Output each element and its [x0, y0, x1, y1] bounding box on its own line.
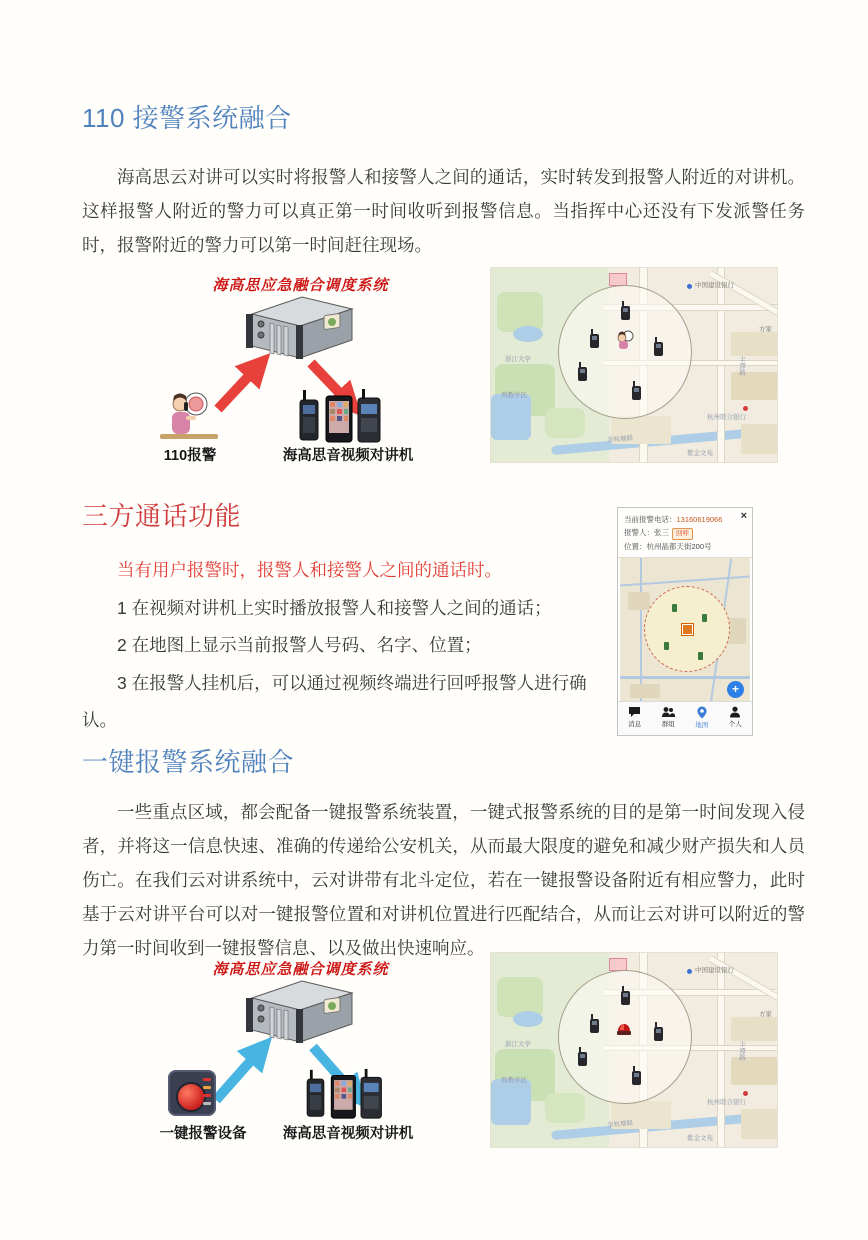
- radio-marker: [621, 306, 630, 320]
- map-label: 西教学区: [501, 1077, 527, 1084]
- tab-label: 群组: [661, 721, 675, 728]
- phone-tab-bar: [618, 701, 752, 735]
- phone-radio-marker: [664, 642, 669, 650]
- map-label: 余杭塘路: [606, 434, 634, 445]
- radio-marker: [621, 991, 630, 1005]
- map-label: 紫金文苑: [687, 1135, 713, 1142]
- map-screenshot-onekey: [490, 952, 778, 1148]
- map-label: 余杭塘路: [606, 1119, 634, 1130]
- tab-profile[interactable]: [719, 702, 753, 735]
- map-screenshot-110: [490, 267, 778, 463]
- group-icon: [661, 706, 675, 718]
- bank-poi-icon: [687, 284, 692, 289]
- caller-person-icon: [156, 392, 222, 444]
- phone-map-block: [728, 618, 746, 644]
- alarm-info-panel: [618, 508, 752, 558]
- map-green-patch: [545, 408, 585, 438]
- close-icon[interactable]: ×: [740, 510, 747, 522]
- chat-bubble-icon: [628, 706, 641, 718]
- radios-label: 海高思音视频对讲机: [282, 448, 414, 464]
- dispatch-system-title: 海高思应急融合调度系统: [212, 276, 389, 294]
- dispatch-system-title: 海高思应急融合调度系统: [212, 960, 389, 978]
- tab-map[interactable]: [685, 702, 719, 735]
- bank-poi-icon: [687, 969, 692, 974]
- radios-icon: [298, 1068, 398, 1120]
- map-label: 浙江大学: [505, 356, 531, 363]
- map-water: [491, 394, 531, 440]
- map-block: [731, 1057, 777, 1085]
- map-block: [731, 372, 777, 400]
- alarm-led: [203, 1094, 211, 1097]
- map-pin-icon: [696, 706, 708, 719]
- map-label: 浙江大学: [505, 1041, 531, 1048]
- dispatch-diagram-2: [128, 952, 473, 1147]
- tab-messages[interactable]: [618, 702, 652, 735]
- map-water: [491, 1079, 531, 1125]
- map-block: [741, 424, 777, 454]
- phone-map-road: [640, 558, 642, 704]
- list-item-3: 3 在报警人挂机后，可以通过视频终端进行回呼报警人进行确认。: [82, 672, 587, 730]
- section3-heading: 一键报警系统融合: [82, 747, 295, 777]
- map-label: 方家: [759, 1011, 772, 1018]
- map-block: [741, 1109, 777, 1139]
- reporter-label: 报警人：: [624, 528, 654, 537]
- section1-paragraph: 海高思云对讲可以实时将报警人和接警人之间的通话，实时转发到报警人附近的对讲机。这样报警人附近的警力可以真正第一时间收听到报警信息。当指挥中心还没有下发派警任务时，报警附近的警力可以第一时间赶往现场。: [82, 167, 805, 255]
- radio-marker: [632, 1071, 641, 1085]
- caller-number-value: 13160619066: [676, 515, 723, 524]
- tab-label: 消息: [628, 721, 642, 728]
- alarm-location-marker: [682, 624, 693, 635]
- phone-map-road: [620, 676, 750, 679]
- zoom-fab-button[interactable]: +: [727, 681, 744, 698]
- alarm-red-button: [176, 1082, 206, 1112]
- radio-marker: [632, 386, 641, 400]
- tab-groups[interactable]: [652, 702, 686, 735]
- map-label: 丰潭路: [738, 356, 745, 376]
- section1-heading: 110 接警系统融合: [82, 103, 292, 133]
- radio-marker: [578, 1052, 587, 1066]
- radio-marker: [590, 1019, 599, 1033]
- phone-map-block: [628, 592, 650, 610]
- alarm-led: [203, 1102, 211, 1105]
- section2-lead: 当有用户报警时，报警人和接警人之间的通话时。: [117, 560, 502, 580]
- section2-heading: 三方通话功能: [82, 501, 242, 531]
- map-label: 紫金文苑: [687, 450, 713, 457]
- tab-label: 个人: [728, 721, 742, 728]
- map-water: [513, 326, 543, 342]
- caller-number-label: 当前报警电话：: [624, 515, 677, 524]
- callback-button[interactable]: 回呼: [672, 528, 693, 540]
- person-icon: [729, 706, 741, 718]
- reporter-name: 张三: [654, 528, 669, 537]
- reporter-row: [624, 526, 746, 540]
- map-label: 杭州联合银行: [707, 1099, 746, 1106]
- map-label: 西教学区: [501, 392, 527, 399]
- phone-map: [620, 558, 750, 704]
- radio-marker: [654, 342, 663, 356]
- phone-app-screenshot: [617, 507, 753, 736]
- alarm-device-label: 一键报警设备: [159, 1126, 247, 1142]
- alarm-led: [203, 1086, 211, 1089]
- list-item-1: 1 在视频对讲机上实时播放报警人和接警人之间的通话；: [117, 597, 552, 618]
- radio-marker: [590, 334, 599, 348]
- phone-radio-marker: [672, 604, 677, 612]
- map-label: 杭州联合银行: [707, 414, 746, 421]
- map-label: 丰潭路: [738, 1041, 745, 1061]
- map-label: 中国建设银行: [695, 967, 734, 974]
- section2-list: [82, 552, 587, 740]
- map-block: [731, 332, 777, 356]
- map-water: [513, 1011, 543, 1027]
- phone-radio-marker: [698, 652, 703, 660]
- phone-map-block: [630, 684, 660, 698]
- radios-label: 海高思音视频对讲机: [282, 1126, 414, 1142]
- bank-poi-icon: [743, 1091, 748, 1096]
- phone-radio-marker: [702, 614, 707, 622]
- map-label: 中国建设银行: [695, 282, 734, 289]
- radios-icon: [294, 388, 394, 444]
- map-label: 方家: [759, 326, 772, 333]
- map-green-patch: [545, 1093, 585, 1123]
- list-item-2: 2 在地图上显示当前报警人号码、名字、位置；: [117, 635, 482, 655]
- dispatch-diagram-1: [128, 266, 473, 471]
- caller-label: 110报警: [163, 448, 217, 464]
- section3-paragraph: 一些重点区域，都会配备一键报警系统装置，一键式报警系统的目的是第一时间发现入侵者，并将这一信息快速、准确的传递给公安机关，从而最大限度的避免和减少财产损失和人员伤亡。在我们云对讲系统中，云对讲带有北斗定位，若在一键报警设备附近有相应警力，此时基于云对讲平台可以对一键报警位置和对讲机位置进行匹配结合，从而让云对讲可以附近的警力第一时间收到一键报警信息、以及做出快速响应。: [82, 802, 805, 958]
- one-key-alarm-device-icon: [168, 1070, 216, 1116]
- caller-marker-icon: [615, 330, 635, 350]
- radio-marker: [654, 1027, 663, 1041]
- map-block: [731, 1017, 777, 1041]
- alarm-led: [203, 1078, 211, 1081]
- caller-number-row: [624, 513, 746, 526]
- radio-marker: [578, 367, 587, 381]
- location-row: 位置：杭州晶都天街200号: [624, 542, 712, 551]
- tab-label: 地图: [695, 722, 709, 729]
- bank-poi-icon: [743, 406, 748, 411]
- alarm-beacon-icon: [615, 1017, 633, 1036]
